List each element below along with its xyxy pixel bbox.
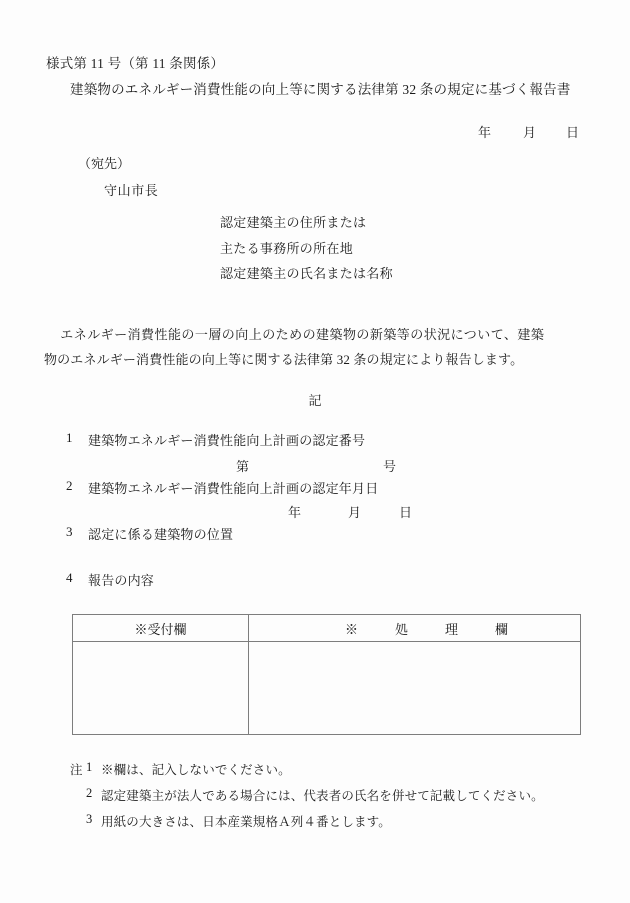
note-2-number: 2 [86, 786, 93, 800]
applicant-office-label: 主たる事務所の所在地 [220, 241, 354, 256]
table-header-reception: ※受付欄 [73, 615, 249, 642]
item-2-number: 2 [66, 478, 73, 493]
table-row [73, 642, 581, 735]
applicant-address-label: 認定建築主の住所または [220, 215, 367, 230]
note-2-text: 認定建築主が法人である場合には、代表者の氏名を併せて記載してください。 [101, 789, 544, 803]
item-2-day-marker: 日 [399, 505, 413, 520]
date-day-marker: 日 [566, 125, 580, 140]
notes-label: 注 [70, 763, 83, 777]
body-paragraph [44, 322, 544, 372]
applicant-name-label: 認定建築主の氏名または名称 [220, 266, 393, 281]
addressee-name: 守山市長 [104, 183, 159, 198]
table-header-processing-cell [249, 615, 581, 642]
date-year-marker: 年 [478, 125, 492, 140]
item-2-month-marker: 月 [348, 505, 362, 520]
note-3-text: 用紙の大きさは、日本産業規格Ａ列４番とします。 [101, 815, 391, 829]
body-paragraph-text: エネルギー消費性能の一層の向上のための建築物の新築等の状況について、建築物のエネルギー消費性能の向上等に関する法律第 32 条の規定により報告します。 [44, 327, 544, 367]
ki-heading: 記 [308, 393, 322, 408]
table-cell-reception[interactable] [73, 642, 249, 735]
item-1-label: 建築物エネルギー消費性能向上計画の認定番号 [88, 433, 366, 448]
document-title: 建築物のエネルギー消費性能の向上等に関する法律第 32 条の規定に基づく報告書 [70, 82, 571, 97]
note-3-number: 3 [86, 812, 93, 826]
item-2-label: 建築物エネルギー消費性能向上計画の認定年月日 [88, 481, 379, 496]
item-3-number: 3 [66, 524, 73, 539]
official-use-table [72, 614, 581, 735]
note-1-text: ※欄は、記入しないでください。 [101, 763, 291, 777]
form-number: 様式第 11 号（第 11 条関係） [46, 56, 225, 71]
item-1-prefix-marker: 第 [236, 459, 250, 474]
item-1-number: 1 [66, 430, 73, 445]
table-header-row [73, 615, 581, 642]
item-1-suffix-marker: 号 [383, 459, 397, 474]
note-1-number: 1 [86, 760, 93, 774]
item-4-label: 報告の内容 [88, 573, 155, 588]
item-2-year-marker: 年 [288, 505, 302, 520]
table-header-processing: ※ 処 理 欄 [344, 621, 520, 637]
item-3-label: 認定に係る建築物の位置 [88, 527, 234, 542]
date-month-marker: 月 [523, 125, 537, 140]
item-4-number: 4 [66, 570, 73, 585]
table-cell-processing[interactable] [249, 642, 581, 735]
addressee-label: （宛先） [78, 156, 131, 171]
